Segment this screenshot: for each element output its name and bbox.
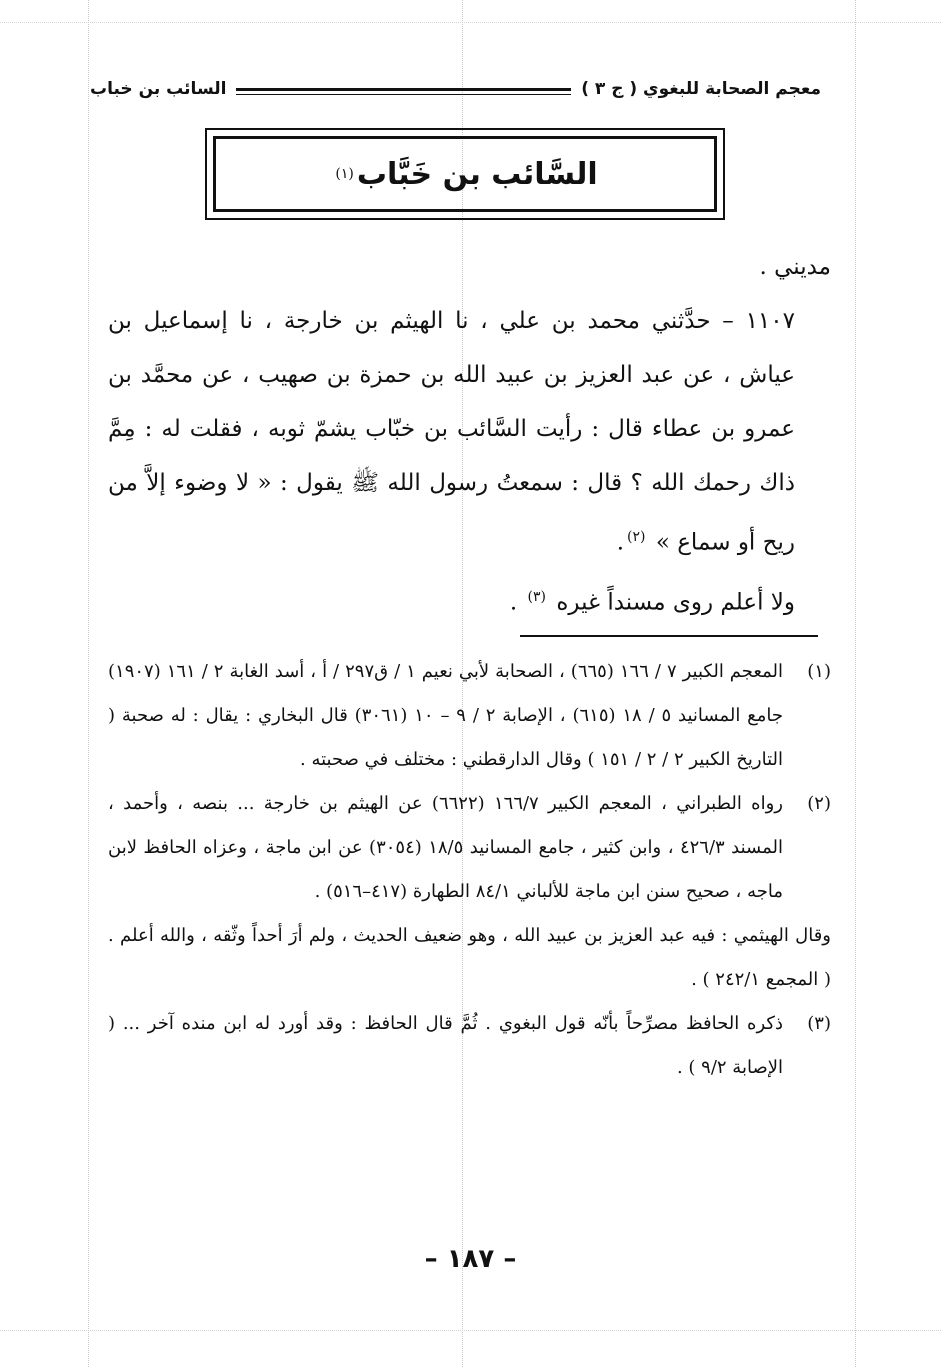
footnote-number: (٢) [807,793,831,814]
entry-title: السَّائب بن خَبَّاب [356,156,598,192]
hadith-paragraph [108,294,831,570]
footnote-1 [108,650,831,782]
entry-title-frame [205,128,725,220]
scan-guide-line [88,0,89,1367]
footnote-2 [108,782,831,914]
intro-line: مديني . [759,254,831,280]
scan-guide-line [0,22,941,23]
book-title: معجم الصحابة للبغوي ( ج ٣ ) [581,79,821,99]
punctuation: . [509,589,518,616]
footnotes [108,650,831,1090]
footnote-number: (٣) [807,1013,831,1034]
footnote-number: (١) [807,661,831,682]
footnote-text: وقال الهيثمي : فيه عبد العزيز بن عبيد الله ، وهو ضعيف الحديث ، ولم أرَ أحداً وثّقه ، والله أعلم . ( المجمع ٢٤٢/١ ) . [108,925,831,990]
footnote-text: المعجم الكبير ٧ / ١٦٦ (٦٦٥) ، الصحابة لأبي نعيم ١ / ق٢٩٧ / أ ، أسد الغابة ٢ / ١٦١ (١٩٠٧) جامع المسانيد ٥ / ١٨ (٦١٥) ، الإصابة ٢ / ٩ – ١٠ (٣٠٦١) قال البخاري : يقال : له صحبة ( التاريخ الكبير ٢ / ٢ / ١٥١ ) وقال الدارقطني : مختلف في صحبته . [108,661,784,770]
closing-text: ولا أعلم روى مسنداً غيره [556,589,795,616]
entry-name: السائب بن خباب [90,79,227,99]
footnote-ref: (٢) [627,529,646,545]
running-header [90,74,821,104]
header-rule [236,88,571,91]
hadith-text: ١١٠٧ – حدَّثني محمد بن علي ، نا الهيثم بن خارجة ، نا إسماعيل بن عياش ، عن عبد العزيز بن عبيد الله بن حمزة بن صهيب ، عن محمَّد بن عمرو بن عطاء قال : رأيت السَّائب بن خبّاب يشمّ ثوبه ، فقلت له : مِمَّ ذاك رحمك الله ؟ قال : سمعتُ رسول الله ﷺ يقول : « لا وضوء إلاَّ من ريح أو سماع » [108,308,795,556]
footnote-3 [108,1002,831,1090]
footnote-2-continued [108,914,831,1002]
page-number: – ١٨٧ – [424,1244,517,1274]
punctuation: . [616,529,625,556]
footnote-text: رواه الطبراني ، المعجم الكبير ١٦٦/٧ (٦٦٢٢) عن الهيثم بن خارجة ... بنصه ، وأحمد ، المسند ٤٢٦/٣ ، وابن كثير ، جامع المسانيد ١٨/٥ (٣٠٥٤) عن ابن ماجة ، وعزاه الحافظ لابن ماجه ، صحيح سنن ابن ماجة للألباني ٨٤/١ الطهارة (٤١٧–٥١٦) . [108,793,783,902]
footnote-separator [520,635,818,637]
scan-guide-line [0,1330,941,1331]
footnote-ref: (١) [335,166,354,182]
closing-paragraph [108,570,831,630]
body-text [108,240,831,629]
footnote-text: ذكره الحافظ مصرِّحاً بأنّه قول البغوي . ثُمَّ قال الحافظ : وقد أورد له ابن منده آخر ... ( الإصابة ٩/٢ ) . [108,1013,783,1078]
scan-guide-line [855,0,856,1367]
footnote-ref: (٣) [527,588,547,605]
